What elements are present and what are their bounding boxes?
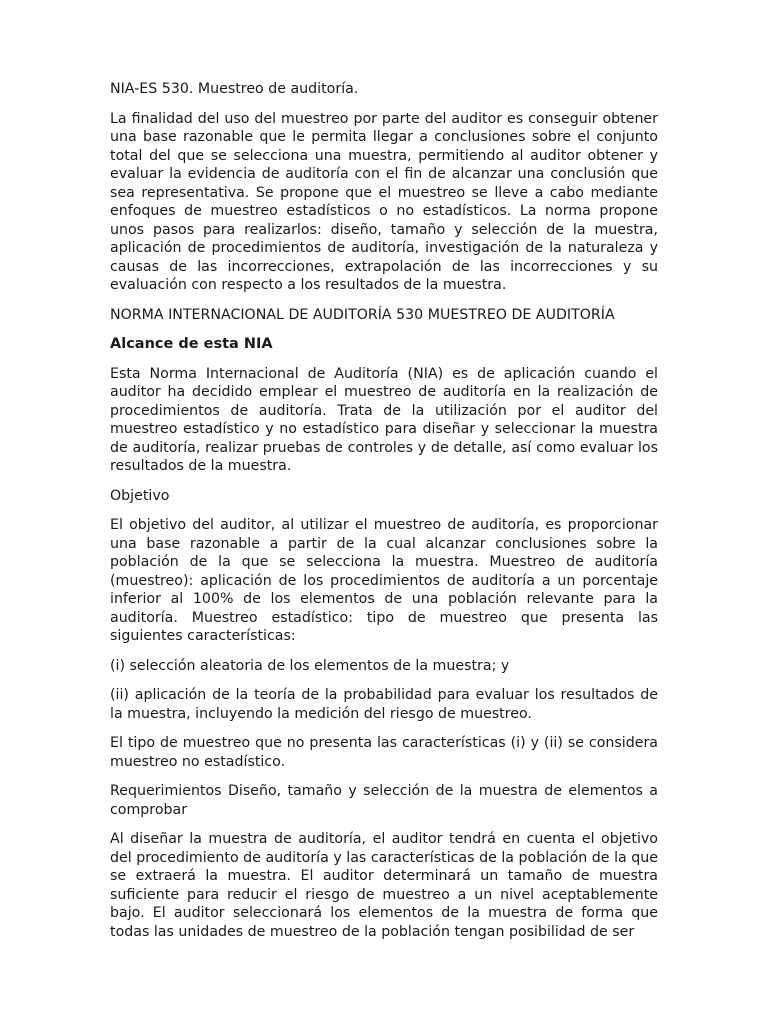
- alcance-paragraph: Esta Norma Internacional de Auditoría (NIA) es de aplicación cuando el auditor ha decidido emplear el muestreo de auditoría en la realización de procedimientos de auditoría. Trata de la utilización por el auditor del muestreo estadístico y no estadístico para diseñar y seleccionar la muestra de auditoría, realizar pruebas de controles y de detalle, así como evaluar los resultados de la muestra.: [110, 365, 658, 474]
- document-page: [110, 80, 658, 952]
- requerimientos-heading: Requerimientos Diseño, tamaño y selección de la muestra de elementos a comprobar: [110, 783, 658, 818]
- objetivo-paragraph: El objetivo del auditor, al utilizar el muestreo de auditoría, es proporcionar una base razonable a partir de la cual alcanzar conclusiones sobre la población de la que se selecciona la muestra. Muestreo de auditoría (muestreo): aplicación de los procedimientos de auditoría a un porcentaje inferior al 100% de los elementos de una población relevante para la auditoría. Muestreo estadístico: tipo de muestreo que presenta las siguientes características:: [110, 517, 658, 644]
- norma-heading: NORMA INTERNACIONAL DE AUDITORÍA 530 MUESTREO DE AUDITORÍA: [110, 306, 615, 323]
- list-item-ii: (ii) aplicación de la teoría de la probabilidad para evaluar los resultados de la muestra, incluyendo la medición del riesgo de muestreo.: [110, 687, 658, 722]
- diseno-paragraph: Al diseñar la muestra de auditoría, el auditor tendrá en cuenta el objetivo del procedimiento de auditoría y las características de la población de la que se extraerá la muestra. El auditor determinará un tamaño de muestra suficiente para reducir el riesgo de muestreo a un nivel aceptablemente bajo. El auditor seleccionará los elementos de la muestra de forma que todas las unidades de muestreo de la población tengan posibilidad de ser: [110, 831, 658, 940]
- intro-paragraph: La finalidad del uso del muestreo por parte del auditor es conseguir obtener una base razonable que le permita llegar a conclusiones sobre el conjunto total del que se selecciona una muestra, permitiendo al auditor obtener y evaluar la evidencia de auditoría con el fin de alcanzar una conclusión que sea representativa. Se propone que el muestreo se lleve a cabo mediante enfoques de muestreo estadísticos o no estadísticos. La norma propone unos pasos para realizarlos: diseño, tamaño y selección de la muestra, aplicación de procedimientos de auditoría, investigación de la naturaleza y causas de las incorrecciones, extrapolación de las incorrecciones y su evaluación con respecto a los resultados de la muestra.: [110, 110, 658, 293]
- no-estadistico-paragraph: El tipo de muestreo que no presenta las características (i) y (ii) se considera muestreo no estadístico.: [110, 735, 658, 770]
- alcance-heading: Alcance de esta NIA: [110, 336, 273, 352]
- objetivo-heading: Objetivo: [110, 487, 170, 504]
- document-title: NIA-ES 530. Muestreo de auditoría.: [110, 81, 359, 97]
- list-item-i: (i) selección aleatoria de los elementos de la muestra; y: [110, 657, 510, 674]
